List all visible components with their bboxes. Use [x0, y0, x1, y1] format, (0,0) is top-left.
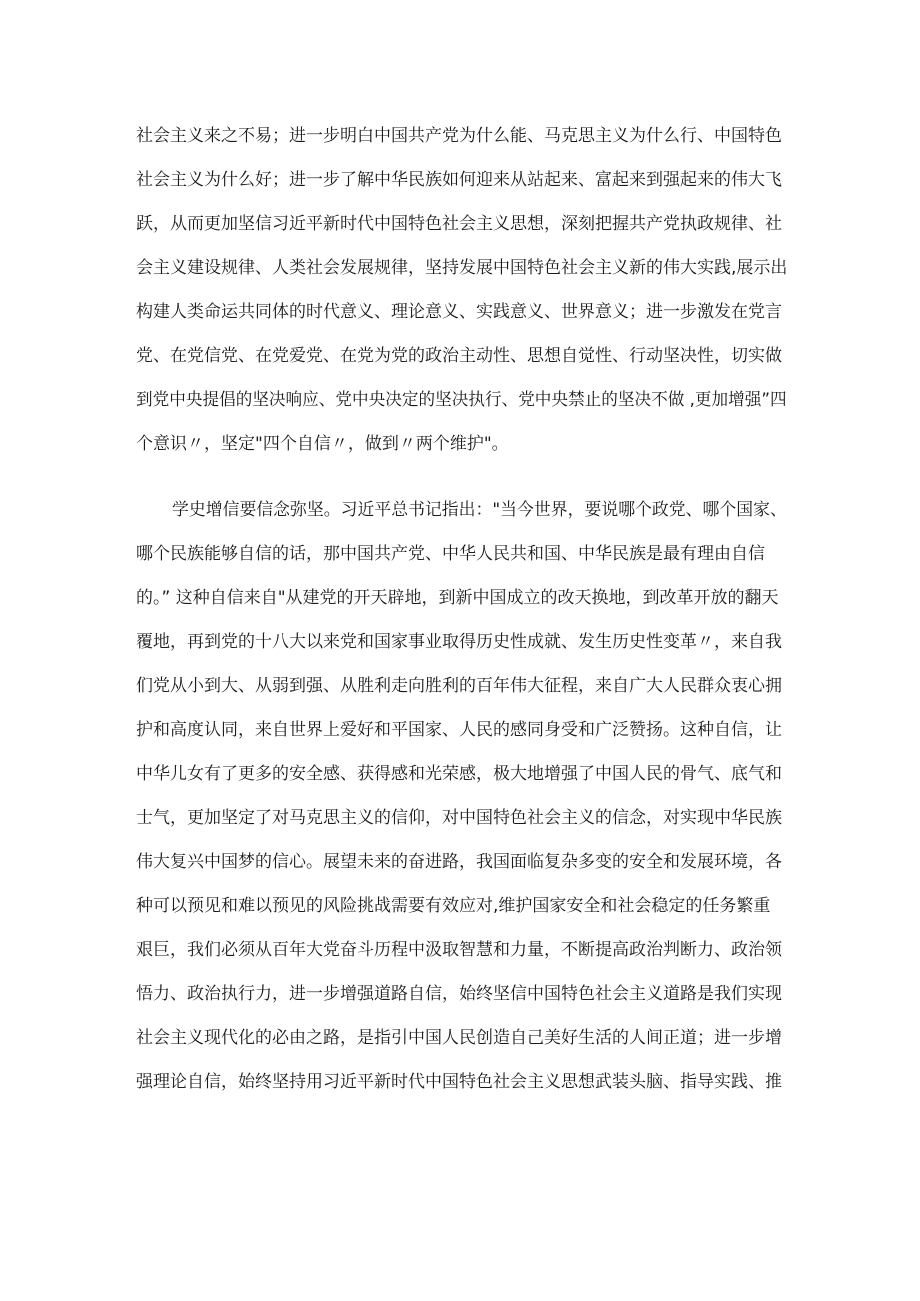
paragraph-line: 的。” 这种自信来自"从建党的开天辟地，到新中国成立的改天换地，到改革开放的翻天 — [136, 588, 779, 608]
paragraph-line: 艰巨，我们必须从百年大党奋斗历程中汲取智慧和力量，不断提高政治判断力、政治领 — [136, 940, 782, 960]
paragraph-line: 伟大复兴中国梦的信心。展望未来的奋进路，我国面临复杂多变的安全和发展环境，各 — [136, 852, 782, 872]
paragraph-line: 会主义建设规律、人类社会发展规律，坚持发展中国特色社会主义新的伟大实践,展示出 — [136, 258, 788, 278]
paragraph-line: 社会主义现代化的必由之路，是指引中国人民创造自己美好生活的人间正道；进一步增 — [136, 1028, 782, 1048]
paragraph-line: 党、在党信党、在党爱党、在党为党的政治主动性、思想自觉性、行动坚决性，切实做 — [136, 346, 782, 366]
paragraph-line: 哪个民族能够自信的话，那中国共产党、中华人民共和国、中华民族是最有理由自信 — [136, 544, 765, 564]
paragraph-line: 们党从小到大、从弱到强、从胜利走向胜利的百年伟大征程，来自广大人民群众衷心拥 — [136, 676, 782, 696]
paragraph-line: 中华儿女有了更多的安全感、获得感和光荣感，极大地增强了中国人民的骨气、底气和 — [136, 764, 782, 784]
paragraph-line: 种可以预见和难以预见的风险挑战需要有效应对,维护国家安全和社会稳定的任务繁重 — [136, 896, 771, 916]
paragraph-line: 构建人类命运共同体的时代意义、理论意义、实践意义、世界意义；进一步激发在党言 — [136, 302, 782, 322]
paragraph-line: 士气，更加坚定了对马克思主义的信仰，对中国特色社会主义的信念，对实现中华民族 — [136, 808, 782, 828]
paragraph-line: 社会主义来之不易；进一步明白中国共产党为什么能、马克思主义为什么行、中国特色 — [136, 126, 782, 146]
paragraph-line: 个意识〃，坚定"四个自信〃，做到〃两个维护"。 — [136, 434, 509, 454]
paragraph-line: 学史增信要信念弥坚。习近平总书记指出："当今世界，要说哪个政党、哪个国家、 — [172, 500, 787, 520]
paragraph-line: 跃，从而更加坚信习近平新时代中国特色社会主义思想，深刻把握共产党执政规律、社 — [136, 214, 782, 234]
paragraph-line: 社会主义为什么好；进一步了解中华民族如何迎来从站起来、富起来到强起来的伟大飞 — [136, 170, 782, 190]
paragraph-line: 强理论自信，始终坚持用习近平新时代中国特色社会主义思想武装头脑、指导实践、推 — [136, 1072, 782, 1092]
paragraph-line: 护和高度认同，来自世界上爱好和平国家、人民的感同身受和广泛赞扬。这种自信，让 — [136, 720, 782, 740]
paragraph-line: 到党中央提倡的坚决响应、党中央决定的坚决执行、党中央禁止的坚决不做 ,更加增强”四 — [136, 390, 787, 410]
paragraph-line: 悟力、政治执行力，进一步增强道路自信，始终坚信中国特色社会主义道路是我们实现 — [136, 984, 782, 1004]
paragraph-line: 覆地，再到党的十八大以来党和国家事业取得历史性成就、发生历史性变革〃，来自我 — [136, 632, 782, 652]
